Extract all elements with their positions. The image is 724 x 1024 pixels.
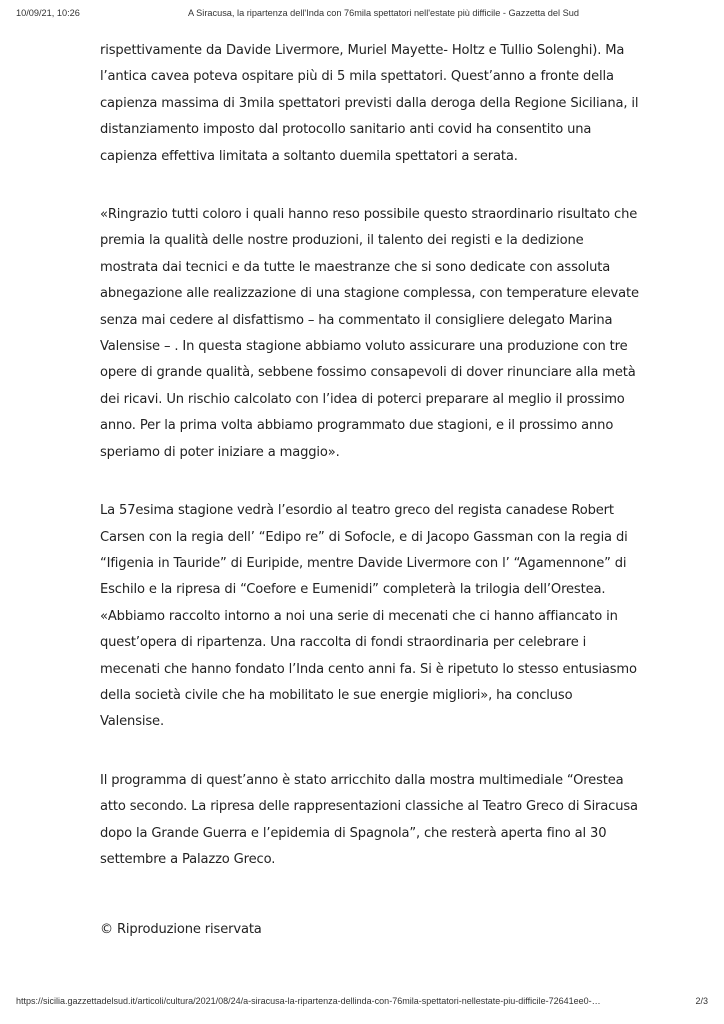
article-paragraph: rispettivamente da Davide Livermore, Muriel Mayette- Holtz e Tullio Solenghi). Ma l’antica cavea poteva ospitare più di 5 mila spettatori. Quest’anno a fronte della capienza massima di 3mila spettatori previsti dalla deroga della Regione Siciliana, il distanziamento imposto dal protocollo sanitario anti covid ha consentito una capienza effettiva limitata a soltanto duemila spettatori a serata. (100, 43, 639, 164)
print-header (16, 8, 708, 22)
page-number: 2/3 (695, 996, 708, 1006)
print-page-title: A Siracusa, la ripartenza dell'Inda con 76mila spettatori nell'estate più difficile - Gazzetta del Sud (188, 8, 579, 18)
article-paragraph: La 57esima stagione vedrà l’esordio al teatro greco del regista canadese Robert Carsen con la regia dell’ “Edipo re” di Sofocle, e di Jacopo Gassman con la regia di “Ifigenia in Tauride” di Euripide, mentre Davide Livermore con l’ “Agamennone” di Eschilo e la ripresa di “Coefore e Eumenidi” completerà la trilogia dell’Orestea. «Abbiamo raccolto intorno a noi una serie di mecenati che ci hanno affiancato in quest’opera di ripartenza. Una raccolta di fondi straordinaria per celebrare i mecenati che hanno fondato l’Inda cento anni fa. Si è ripetuto lo stesso entusiasmo della società civile che ha mobilitato le sue energie migliori», ha concluso Valensise. (100, 503, 637, 730)
print-datetime: 10/09/21, 10:26 (16, 8, 80, 18)
article-body (100, 38, 640, 976)
print-footer (16, 996, 708, 1010)
copyright-notice: © Riproduzione riservata (100, 922, 262, 938)
article-paragraph: «Ringrazio tutti coloro i quali hanno reso possibile questo straordinario risultato che premia la qualità delle nostre produzioni, il talento dei registi e la dedizione mostrata dai tecnici e da tutte le maestranze che si sono dedicate con assoluta abnegazione alle realizzazione di una stagione complessa, con temperature elevate senza mai cedere al disfattismo – ha commentato il consigliere delegato Marina Valensise – . In questa stagione abbiamo voluto assicurare una produzione con tre opere di grande qualità, sebbene fossimo consapevoli di dover rinunciare alla metà dei ricavi. Un rischio calcolato con l’idea di poterci preparare al meglio il prossimo anno. Per la prima volta abbiamo programmato due stagioni, e il prossimo anno speriamo di poter iniziare a maggio». (100, 207, 639, 460)
article-paragraph: Il programma di quest’anno è stato arricchito dalla mostra multimediale “Orestea atto secondo. La ripresa delle rappresentazioni classiche al Teatro Greco di Siracusa dopo la Grande Guerra e l’epidemia di Spagnola”, che resterà aperta fino al 30 settembre a Palazzo Greco. (100, 772, 638, 867)
print-url: https://sicilia.gazzettadelsud.it/articoli/cultura/2021/08/24/a-siracusa-la-ripartenza-dellinda-con-76mila-spettatori-nellestate-piu-difficile-72641ee0-… (16, 996, 601, 1006)
